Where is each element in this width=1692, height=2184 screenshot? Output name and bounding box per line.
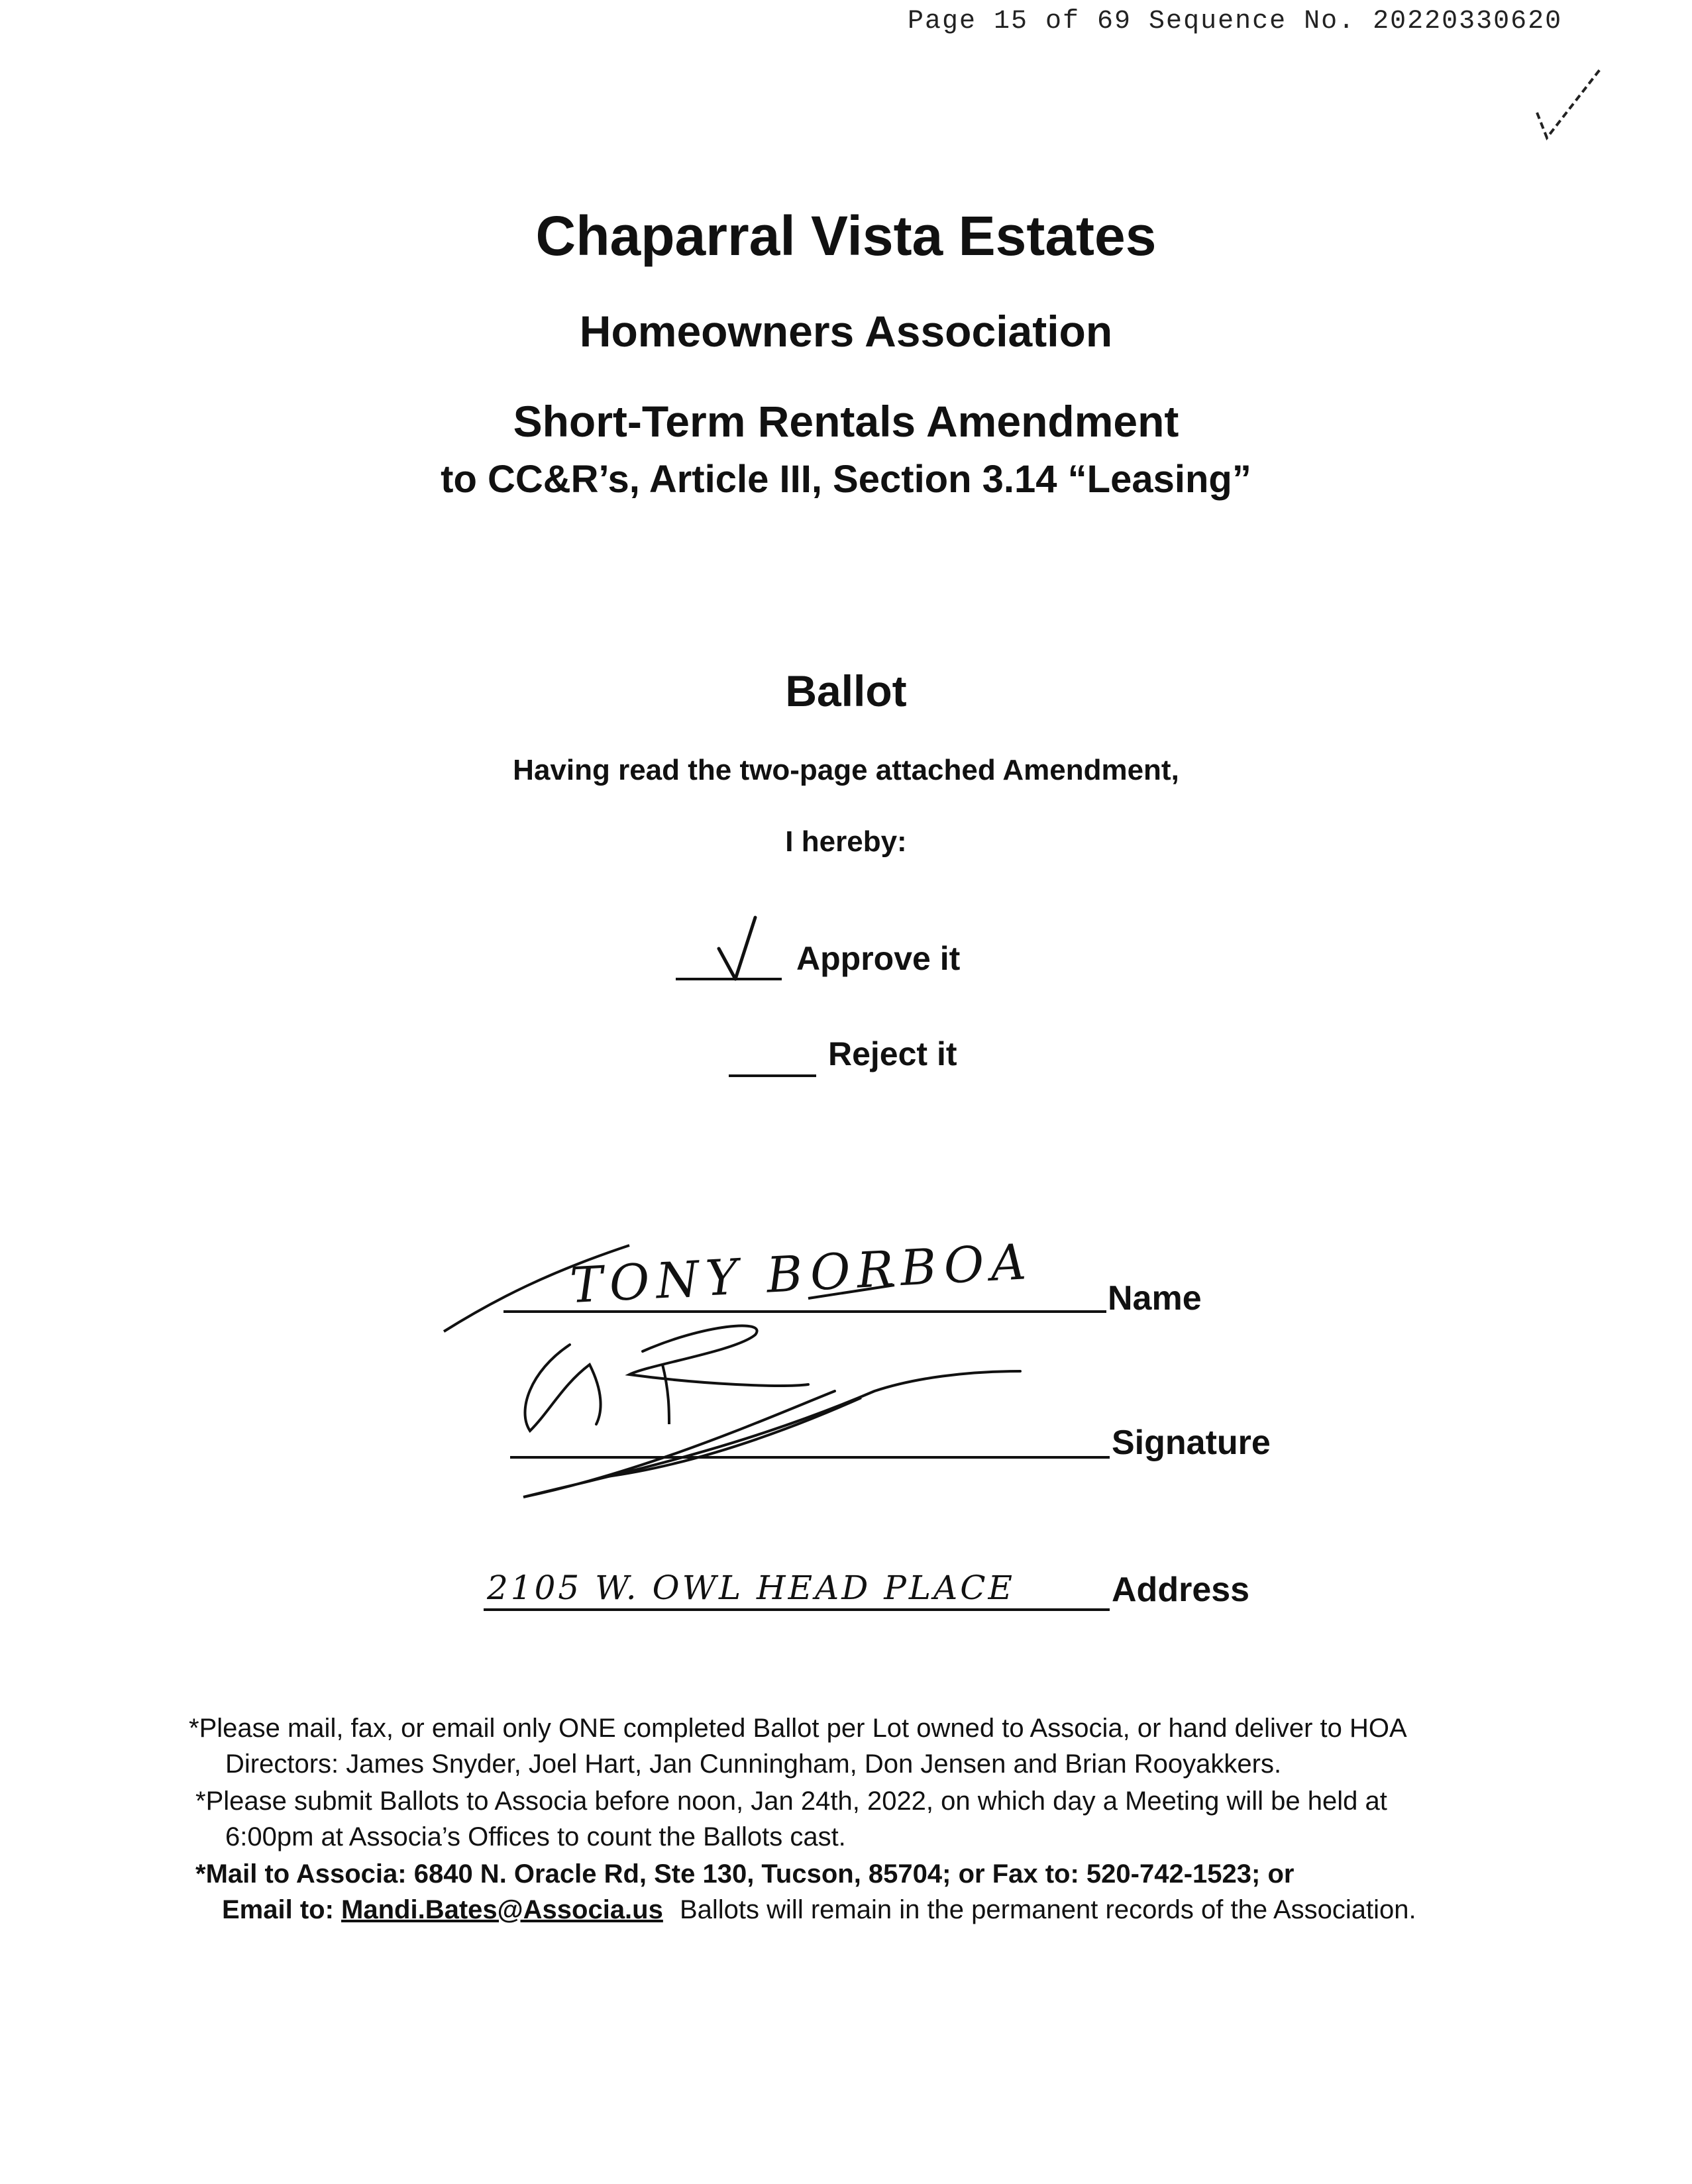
amendment-reference: to CC&R’s, Article III, Section 3.14 “Leasing” [441,458,1251,501]
reject-label: Reject it [828,1035,957,1072]
association-subtitle: Homeowners Association [579,307,1113,356]
address-field-line[interactable] [484,1608,1110,1611]
signature-label: Signature [1112,1424,1271,1462]
reject-blank-line[interactable] [729,1074,816,1077]
page-sequence-header: Page 15 of 69 Sequence No. 20220330620 [908,7,1563,36]
intro-line-2: I hereby: [785,825,907,858]
approve-label: Approve it [796,940,961,977]
email-link[interactable]: Mandi.Bates@Associa.us [341,1895,663,1924]
association-title: Chaparral Vista Estates [535,205,1157,267]
instruction-note-2 [195,1783,1387,1855]
instruction-note-1 [189,1710,1407,1782]
corner-check-mark [1530,66,1623,146]
note-1-line-2: Directors: James Snyder, Joel Hart, Jan Cunningham, Don Jensen and Brian Rooyakkers. [225,1749,1282,1779]
note-3-line-2 [195,1892,1416,1928]
address-handwritten-value: 2105 W. OWL HEAD PLACE [487,1569,1015,1607]
note-2-line-1: *Please submit Ballots to Associa before noon, Jan 24th, 2022, on which day a Meeting will be held at [195,1787,1387,1816]
intro-line-1: Having read the two-page attached Amendment, [513,754,1179,786]
address-label: Address [1112,1571,1250,1609]
ballot-heading: Ballot [785,666,907,715]
approve-check-mark [715,914,775,980]
note-2-line-2: 6:00pm at Associa’s Offices to count the Ballots cast. [225,1822,846,1851]
name-handwritten-value: TONY BORBOA [568,1233,1034,1315]
signature-handwritten-mark [503,1312,1033,1510]
note-3-line-1: *Mail to Associa: 6840 N. Oracle Rd, Ste 130, Tucson, 85704; or Fax to: 520-742-1523; or [195,1859,1295,1889]
email-prefix: Email to: [222,1895,334,1924]
records-notice: Ballots will remain in the permanent records of the Association. [679,1895,1416,1924]
option-reject[interactable] [729,1033,1007,1086]
amendment-title: Short-Term Rentals Amendment [513,397,1179,446]
note-1-line-1: *Please mail, fax, or email only ONE completed Ballot per Lot owned to Associa, or hand deliver to HOA [189,1714,1407,1743]
instruction-note-3 [195,1856,1416,1928]
name-label: Name [1108,1279,1202,1318]
option-approve[interactable] [676,914,980,994]
